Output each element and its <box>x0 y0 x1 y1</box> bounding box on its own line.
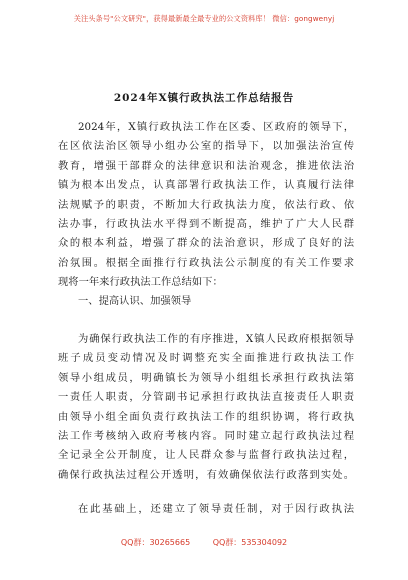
text-line: 法办事，行政执法水平得到不断提高，维护了广大人民群 <box>58 217 354 230</box>
text-line: 在区依法治区领导小组办公室的指导下，以加强法治宣传 <box>58 140 354 153</box>
qq-group-1: QQ群：30265665 <box>120 538 191 547</box>
header-banner: 关注头条号"公文研究"，获得最新最全最专业的公文资料库！ 微信：gongwenyj <box>73 14 335 23</box>
text-line: 众的根本利益，增强了群众的法治意识，形成了良好的法 <box>58 237 354 250</box>
text-line: 班子成员变动情况及时调整充实全面推进行政执法工作 <box>58 352 354 365</box>
text-line: 为确保行政执法工作的有序推进，X镇人民政府根据领导 <box>78 333 354 345</box>
text-line: 在此基础上，还建立了领导责任制，对于因行政执法 <box>78 503 354 515</box>
paragraph-2 <box>58 330 354 485</box>
text-line: 一责任人职责，分管副书记承担行政执法直接责任人职责 <box>58 391 354 404</box>
text-line: 治氛围。根据全面推行行政执法公示制度的有关工作要求 <box>58 256 354 269</box>
paragraph-3 <box>58 500 354 519</box>
text-line: 现将一年来行政执法工作总结如下： <box>58 276 223 289</box>
text-line: 由领导小组全面负责行政执法工作的组织协调，将行政执 <box>58 410 354 423</box>
section-heading-1-wrap <box>58 292 354 311</box>
text-line: 教育，增强干部群众的法律意识和法治观念，推进依法治 <box>58 159 354 172</box>
document-title: 2024年X镇行政执法工作总结报告 <box>113 92 295 104</box>
text-line: 领导小组成员，明确镇长为领导小组组长承担行政执法第 <box>58 371 354 384</box>
qq-group-2: QQ群：535304092 <box>212 538 288 547</box>
footer-contacts <box>0 537 408 548</box>
text-line: 法工作考核纳入政府考核内容。同时建立起行政执法过程 <box>58 429 354 442</box>
text-line: 镇为根本出发点，认真部署行政执法工作，认真履行法律 <box>58 179 354 192</box>
text-line: 法规赋予的职责，不断加大行政执法力度，依法行政、依 <box>58 198 354 211</box>
paragraph-1 <box>58 118 354 293</box>
text-line: 全记录全公开制度，让人民群众参与监督行政执法过程， <box>58 449 354 462</box>
text-line: 2024年，X镇行政执法工作在区委、区政府的领导下， <box>78 121 354 133</box>
section-heading: 一、提高认识、加强领导 <box>78 295 192 307</box>
text-line: 确保行政执法过程公开透明，有效确保依法行政落到实处。 <box>58 468 354 481</box>
